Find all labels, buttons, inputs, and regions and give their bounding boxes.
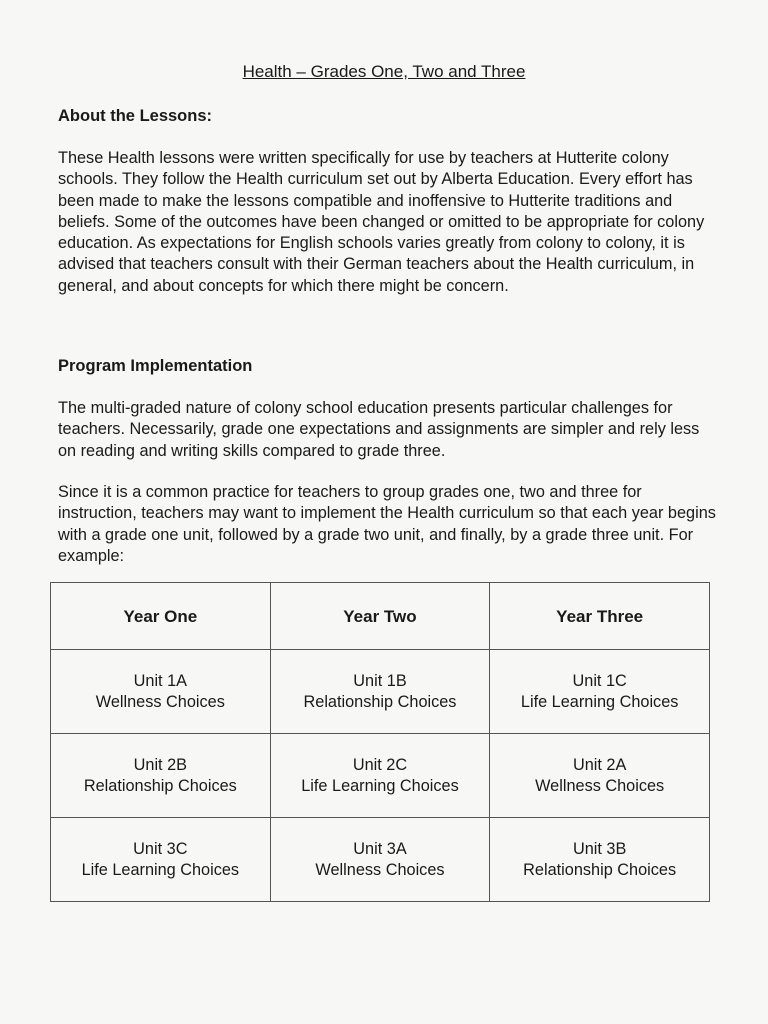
table-cell [51, 734, 271, 818]
unit-label: Unit 3A [353, 839, 407, 858]
table-row [51, 734, 710, 818]
unit-label: Unit 2B [133, 755, 188, 774]
implementation-paragraph-2 [58, 482, 718, 567]
table-cell [51, 650, 271, 734]
table-cell [270, 650, 490, 734]
section-heading-implementation: Program Implementation [58, 357, 253, 375]
unit-label: Unit 1A [133, 671, 188, 690]
unit-label: Unit 1C [572, 671, 627, 690]
topic-label: Relationship Choices [303, 692, 457, 711]
header-year-two: Year Two [270, 583, 490, 650]
table-cell [270, 734, 490, 818]
header-year-three: Year Three [490, 583, 710, 650]
unit-label: Unit 2C [352, 755, 408, 774]
paragraph: Since it is a common practice for teachers to group grades one, two and three for instruction, teachers may want to implement the Health curriculum so that each year begins with a grade one unit, followed by a grade two unit, and finally, by a grade three unit. For example: [58, 483, 716, 565]
table-cell [490, 734, 710, 818]
topic-label: Life Learning Choices [301, 776, 459, 795]
topic-label: Wellness Choices [95, 692, 225, 711]
table-header-row [51, 583, 710, 650]
table-cell [270, 818, 490, 902]
table-cell [51, 818, 271, 902]
section-heading-about: About the Lessons: [58, 107, 213, 125]
paragraph: The multi-graded nature of colony school education presents particular challenges for teachers. Necessarily, grade one expectations and assignments are simpler and rely less on reading and writing skills compared to grade three. [58, 399, 700, 460]
unit-label: Unit 2A [572, 755, 627, 774]
unit-label: Unit 3C [133, 839, 188, 858]
paragraph: These Health lessons were written specifically for use by teachers at Hutterite colony schools. They follow the Health curriculum set out by Alberta Education. Every effort has been made to make the lessons compatible and inoffensive to Hutterite traditions and beliefs. Some of the outcomes have been changed or omitted to be appropriate for colony education. As expectations for English schools varies greatly from colony to colony, it is advised that teachers consult with their German teachers about the Health curriculum, in general, and about concepts for which there might be concern. [58, 149, 705, 295]
about-paragraph [58, 148, 718, 297]
table-cell [490, 650, 710, 734]
topic-label: Wellness Choices [315, 860, 445, 879]
year-unit-table [50, 582, 710, 902]
topic-label: Life Learning Choices [520, 692, 679, 711]
topic-label: Relationship Choices [83, 776, 237, 795]
unit-label: Unit 3B [572, 839, 627, 858]
page-title: Health – Grades One, Two and Three [242, 62, 526, 81]
topic-label: Relationship Choices [523, 860, 677, 879]
table-cell [490, 818, 710, 902]
header-year-one: Year One [51, 583, 271, 650]
topic-label: Life Learning Choices [81, 860, 240, 879]
implementation-paragraph-1 [58, 398, 718, 462]
topic-label: Wellness Choices [535, 776, 665, 795]
table-row [51, 650, 710, 734]
table-row [51, 818, 710, 902]
unit-label: Unit 1B [353, 671, 407, 690]
